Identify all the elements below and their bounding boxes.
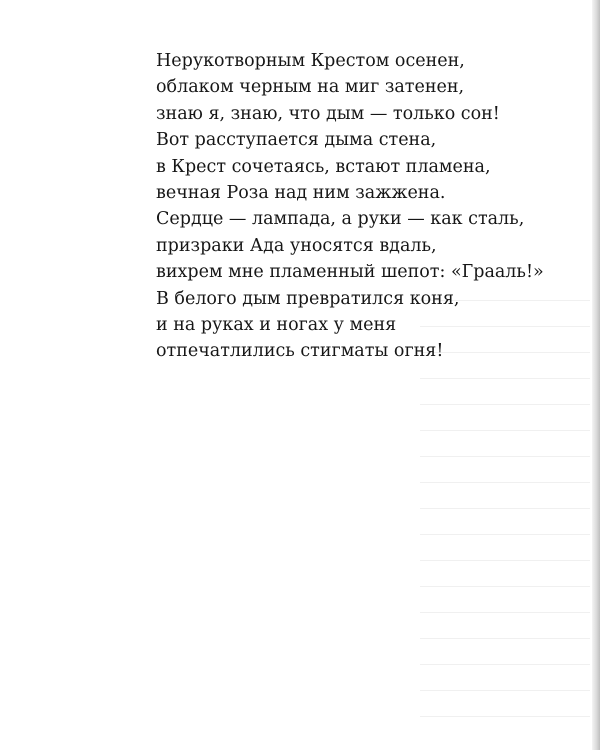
poem-line-11: и на руках и ногах у меня [156, 315, 397, 336]
poem-line-8: призраки Ада уносятся вдаль, [156, 235, 437, 256]
poem-line-10: В белого дым превратился коня, [156, 288, 460, 309]
poem-line-12: отпечатлились стигматы огня! [156, 341, 444, 362]
poem-line-4: Вот расступается дыма стена, [156, 130, 437, 151]
poem-line-5: в Крест сочетаясь, встают пламена, [156, 156, 491, 177]
page-edge-shadow [592, 0, 600, 750]
poem-stanza [156, 48, 576, 365]
poem-line-1: Нерукотворным Крестом осенен, [156, 51, 465, 71]
poem-line-7: Сердце — лампада, а руки — как сталь, [156, 209, 525, 230]
poem-line-9: вихрем мне пламенный шепот: «Грааль!» [156, 262, 544, 283]
poem-line-6: вечная Роза над ним зажжена. [156, 183, 446, 204]
poem-line-3: знаю я, знаю, что дым — только сон! [156, 103, 500, 124]
poem-line-2: облаком черным на миг затенен, [156, 77, 465, 98]
